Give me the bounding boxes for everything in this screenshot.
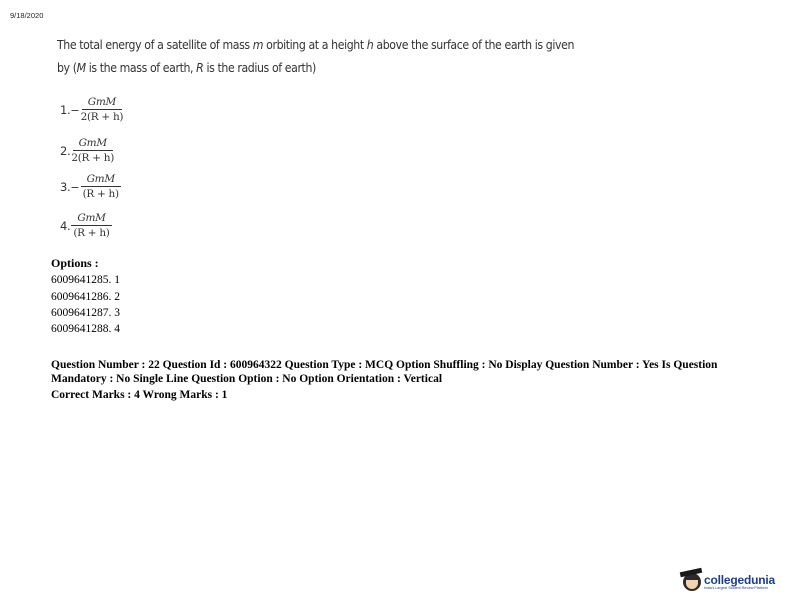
logo-brand: collegedunia	[704, 572, 775, 587]
denominator: 2(R + h)	[71, 152, 114, 164]
choice-number: 4.	[60, 219, 71, 233]
question-text-part: above the surface of the earth is given	[373, 38, 574, 52]
choice-number: 1.	[60, 103, 71, 117]
answer-choice-2	[60, 137, 114, 165]
print-date: 9/18/2020	[10, 11, 44, 20]
question-line-1	[57, 34, 579, 57]
answer-choice-3	[60, 173, 121, 201]
fraction	[71, 212, 111, 240]
height-symbol: h	[366, 38, 374, 52]
option-id-3: 6009641287. 3	[51, 307, 120, 319]
earth-radius-symbol: R	[196, 61, 204, 75]
mass-symbol: m	[252, 38, 264, 52]
collegedunia-logo	[683, 573, 775, 591]
denominator: 2(R + h)	[80, 111, 124, 123]
question-metadata: Question Number : 22 Question Id : 600964322 Question Type : MCQ Option Shuffling : No Display Question Number : Yes Is Question Mandatory : No Single Line Question Option : No Option Orientation : Vertical	[51, 359, 718, 385]
option-id-4: 6009641288. 4	[51, 323, 120, 335]
question-line-2	[57, 57, 579, 80]
question-text-part: The total energy of a satellite of mass	[57, 38, 253, 52]
mascot-icon	[683, 573, 701, 591]
numerator: GmM	[73, 137, 113, 151]
fraction	[71, 137, 114, 165]
logo-tagline: India's Largest Student Review Platform	[704, 585, 768, 590]
denominator: (R + h)	[73, 227, 110, 239]
fraction	[81, 173, 121, 201]
numerator: GmM	[82, 96, 122, 110]
question-text	[57, 34, 579, 80]
question-text-part: by (	[57, 61, 77, 75]
question-text-part: is the mass of earth,	[85, 61, 197, 75]
options-heading: Options :	[51, 256, 99, 270]
numerator: GmM	[71, 212, 111, 226]
marks-info: Correct Marks : 4 Wrong Marks : 1	[51, 389, 228, 401]
denominator: (R + h)	[82, 188, 119, 200]
minus-sign: −	[70, 180, 80, 194]
minus-sign: −	[70, 103, 80, 117]
fraction	[81, 96, 124, 124]
earth-mass-symbol: M	[76, 61, 86, 75]
numerator: GmM	[81, 173, 121, 187]
question-text-part: orbiting at a height	[263, 38, 367, 52]
option-id-2: 6009641286. 2	[51, 291, 120, 303]
question-text-part: is the radius of earth)	[203, 61, 316, 75]
option-id-1: 6009641285. 1	[51, 274, 120, 286]
choice-number: 2.	[60, 144, 71, 158]
choice-number: 3.	[60, 180, 71, 194]
answer-choice-4	[60, 212, 112, 240]
answer-choice-1	[60, 96, 123, 124]
